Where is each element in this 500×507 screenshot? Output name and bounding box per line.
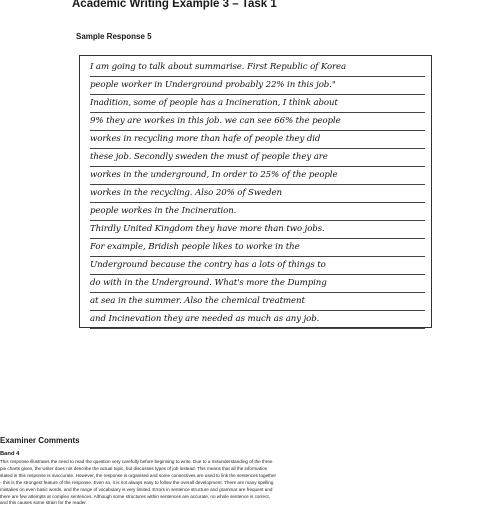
handwritten-line-9: people workes in the Incineration. xyxy=(90,202,425,221)
band-score: Band 4 xyxy=(0,451,20,457)
handwritten-line-8: workes in the recycling. Also 20% of Sweden xyxy=(90,184,425,203)
comment-line-7: and this causes some strain for the reader. xyxy=(0,500,87,506)
handwritten-line-15: and Incinevation they are needed as much as any job. xyxy=(90,310,425,329)
handwritten-line-14: at sea in the summer. Also the chemical treatment xyxy=(90,292,425,311)
comment-line-3: stated in this response is inaccurate. However, the response is organised and some connectives are used to link the sentences together xyxy=(0,472,277,478)
comment-line-2: pie charts given, the writer does not describe the actual topic, but discusses types of job instead. This means that all the information xyxy=(0,465,268,471)
comment-line-5: mistakes on even basic words, and the range of vocabulary is very limited. Errors in sentence structure and grammar are frequent and xyxy=(0,486,273,492)
handwritten-line-10: Thirdly United Kingdom they have more than two jobs. xyxy=(90,220,425,239)
comment-line-6: there are few attempts at complex sentences. Although some structures within sentences are accurate, no whole sentence is correct, xyxy=(0,493,270,499)
page-title: Academic Writing Example 3 – Task 1 xyxy=(72,0,277,10)
handwritten-line-3: Inadition, some of people has a Incineration, I think about xyxy=(90,94,425,113)
comment-line-4: - this is the strongest feature of the response. Even so, it is not always easy to follow the overall development. There are many spelling xyxy=(0,479,274,485)
handwritten-line-4: 9% they are workes in this job. we can see 66% the people xyxy=(90,112,425,131)
handwritten-line-5: workes in recycling more than hafe of people they did xyxy=(90,130,425,149)
handwritten-line-2: people worker in Underground probably 22% in this job." xyxy=(90,76,425,95)
handwritten-line-7: workes in the underground, In order to 25% of the people xyxy=(90,166,425,185)
section-title: Sample Response 5 xyxy=(76,32,152,41)
handwritten-line-13: do with in the Underground. What's more the Dumping xyxy=(90,274,425,293)
handwritten-line-1: I am going to talk about summarise. First Republic of Korea xyxy=(90,58,425,77)
handwritten-line-6: these job. Secondly sweden the must of people they are xyxy=(90,148,425,167)
handwritten-answer-box xyxy=(79,55,432,328)
examiner-comments-title: Examiner Comments xyxy=(0,436,80,445)
handwritten-line-12: Underground because the contry has a lots of things to xyxy=(90,256,425,275)
comment-line-1: This response illustrates the need to read the question very carefully before beginning to write. Due to a misunderstanding of the three xyxy=(0,459,273,464)
handwritten-line-11: For example, Bridish people likes to worke in the xyxy=(90,238,425,257)
